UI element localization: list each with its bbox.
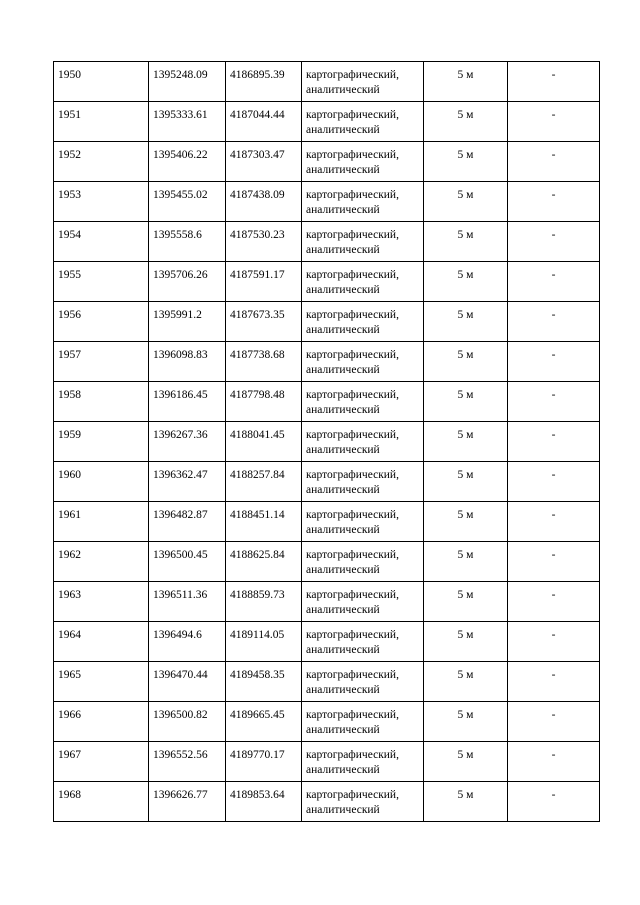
x-coordinate-cell xyxy=(149,702,226,742)
table-row xyxy=(54,622,600,662)
method-cell xyxy=(302,742,424,782)
point-number: 1963 xyxy=(58,589,81,601)
y-coordinate: 4188451.14 xyxy=(230,509,285,521)
x-coordinate: 1396186.45 xyxy=(153,389,208,401)
note-cell xyxy=(508,542,600,582)
y-coordinate: 4189458.35 xyxy=(230,669,285,681)
x-coordinate-cell xyxy=(149,102,226,142)
y-coordinate-cell xyxy=(226,302,302,342)
method-line-1: картографический, xyxy=(306,269,399,281)
method-line-2: аналитический xyxy=(306,763,380,776)
method-text xyxy=(306,462,419,497)
accuracy-cell xyxy=(424,342,508,382)
note-cell xyxy=(508,302,600,342)
point-number-cell xyxy=(54,342,149,382)
point-number-cell xyxy=(54,742,149,782)
note-cell xyxy=(508,462,600,502)
method-line-2: аналитический xyxy=(306,403,380,416)
point-number: 1950 xyxy=(58,69,81,81)
method-line-1: картографический, xyxy=(306,69,399,81)
x-coordinate: 1395455.02 xyxy=(153,189,208,201)
note-value: - xyxy=(551,709,556,721)
method-line-1: картографический, xyxy=(306,429,399,441)
method-line-2: аналитический xyxy=(306,323,380,336)
accuracy-cell xyxy=(424,382,508,422)
point-number: 1968 xyxy=(58,789,81,801)
x-coordinate-cell xyxy=(149,142,226,182)
note-cell xyxy=(508,422,600,462)
method-line-2: аналитический xyxy=(306,563,380,576)
method-line-1: картографический, xyxy=(306,229,399,241)
point-number: 1959 xyxy=(58,429,81,441)
method-text xyxy=(306,182,419,217)
method-text xyxy=(306,742,419,777)
note-cell xyxy=(508,262,600,302)
accuracy-cell xyxy=(424,782,508,822)
y-coordinate-cell xyxy=(226,542,302,582)
y-coordinate-cell xyxy=(226,462,302,502)
y-coordinate-cell xyxy=(226,262,302,302)
accuracy-value: 5 м xyxy=(457,429,474,441)
table-row xyxy=(54,62,600,102)
accuracy-value: 5 м xyxy=(457,69,474,81)
accuracy-value: 5 м xyxy=(457,229,474,241)
method-cell xyxy=(302,262,424,302)
note-cell xyxy=(508,102,600,142)
x-coordinate: 1395333.61 xyxy=(153,109,208,121)
note-value: - xyxy=(551,589,556,601)
accuracy-value: 5 м xyxy=(457,349,474,361)
x-coordinate-cell xyxy=(149,782,226,822)
note-cell xyxy=(508,142,600,182)
y-coordinate: 4189114.05 xyxy=(230,629,285,641)
method-cell xyxy=(302,582,424,622)
point-number: 1964 xyxy=(58,629,81,641)
accuracy-cell xyxy=(424,542,508,582)
point-number-cell xyxy=(54,302,149,342)
table-row xyxy=(54,342,600,382)
method-line-1: картографический, xyxy=(306,109,399,121)
method-text xyxy=(306,342,419,377)
x-coordinate-cell xyxy=(149,622,226,662)
point-number-cell xyxy=(54,542,149,582)
y-coordinate: 4189665.45 xyxy=(230,709,285,721)
method-text xyxy=(306,142,419,177)
point-number-cell xyxy=(54,782,149,822)
point-number: 1957 xyxy=(58,349,81,361)
method-line-2: аналитический xyxy=(306,603,380,616)
method-cell xyxy=(302,542,424,582)
note-cell xyxy=(508,222,600,262)
method-line-2: аналитический xyxy=(306,483,380,496)
note-cell xyxy=(508,342,600,382)
point-number-cell xyxy=(54,662,149,702)
method-line-2: аналитический xyxy=(306,523,380,536)
x-coordinate-cell xyxy=(149,222,226,262)
method-line-2: аналитический xyxy=(306,243,380,256)
point-number: 1966 xyxy=(58,709,81,721)
point-number: 1965 xyxy=(58,669,81,681)
note-value: - xyxy=(551,269,556,281)
accuracy-cell xyxy=(424,622,508,662)
method-line-2: аналитический xyxy=(306,683,380,696)
point-number: 1953 xyxy=(58,189,81,201)
x-coordinate-cell xyxy=(149,542,226,582)
x-coordinate: 1396500.82 xyxy=(153,709,208,721)
note-cell xyxy=(508,582,600,622)
method-line-1: картографический, xyxy=(306,549,399,561)
x-coordinate: 1396500.45 xyxy=(153,549,208,561)
table-row xyxy=(54,382,600,422)
note-cell xyxy=(508,182,600,222)
y-coordinate: 4187798.48 xyxy=(230,389,285,401)
point-number-cell xyxy=(54,422,149,462)
accuracy-value: 5 м xyxy=(457,629,474,641)
method-cell xyxy=(302,302,424,342)
note-cell xyxy=(508,742,600,782)
table-row xyxy=(54,502,600,542)
method-line-2: аналитический xyxy=(306,723,380,736)
method-line-1: картографический, xyxy=(306,509,399,521)
method-cell xyxy=(302,382,424,422)
point-number: 1962 xyxy=(58,549,81,561)
y-coordinate-cell xyxy=(226,702,302,742)
method-line-1: картографический, xyxy=(306,749,399,761)
method-text xyxy=(306,702,419,737)
accuracy-value: 5 м xyxy=(457,109,474,121)
method-line-2: аналитический xyxy=(306,163,380,176)
method-line-2: аналитический xyxy=(306,283,380,296)
method-cell xyxy=(302,622,424,662)
method-text xyxy=(306,302,419,337)
y-coordinate-cell xyxy=(226,102,302,142)
coordinates-table-body xyxy=(54,62,600,822)
y-coordinate-cell xyxy=(226,222,302,262)
accuracy-cell xyxy=(424,702,508,742)
table-row xyxy=(54,222,600,262)
accuracy-value: 5 м xyxy=(457,549,474,561)
y-coordinate-cell xyxy=(226,662,302,702)
y-coordinate: 4187438.09 xyxy=(230,189,285,201)
point-number: 1967 xyxy=(58,749,81,761)
x-coordinate: 1396470.44 xyxy=(153,669,208,681)
method-text xyxy=(306,502,419,537)
method-text xyxy=(306,422,419,457)
x-coordinate-cell xyxy=(149,742,226,782)
table-row xyxy=(54,102,600,142)
point-number-cell xyxy=(54,62,149,102)
method-cell xyxy=(302,182,424,222)
accuracy-value: 5 м xyxy=(457,309,474,321)
method-text xyxy=(306,262,419,297)
accuracy-value: 5 м xyxy=(457,749,474,761)
y-coordinate-cell xyxy=(226,142,302,182)
table-row xyxy=(54,542,600,582)
x-coordinate-cell xyxy=(149,262,226,302)
x-coordinate: 1395406.22 xyxy=(153,149,208,161)
y-coordinate-cell xyxy=(226,622,302,662)
note-value: - xyxy=(551,389,556,401)
method-line-2: аналитический xyxy=(306,203,380,216)
method-line-1: картографический, xyxy=(306,389,399,401)
table-row xyxy=(54,302,600,342)
y-coordinate: 4188257.84 xyxy=(230,469,285,481)
x-coordinate-cell xyxy=(149,302,226,342)
y-coordinate: 4186895.39 xyxy=(230,69,285,81)
y-coordinate: 4187591.17 xyxy=(230,269,285,281)
method-line-1: картографический, xyxy=(306,189,399,201)
note-cell xyxy=(508,622,600,662)
method-line-2: аналитический xyxy=(306,363,380,376)
accuracy-cell xyxy=(424,182,508,222)
x-coordinate: 1396098.83 xyxy=(153,349,208,361)
method-text xyxy=(306,542,419,577)
note-value: - xyxy=(551,229,556,241)
accuracy-cell xyxy=(424,422,508,462)
method-line-1: картографический, xyxy=(306,629,399,641)
y-coordinate: 4187530.23 xyxy=(230,229,285,241)
method-cell xyxy=(302,342,424,382)
method-line-2: аналитический xyxy=(306,83,380,96)
point-number-cell xyxy=(54,262,149,302)
x-coordinate: 1395558.6 xyxy=(153,229,202,241)
method-cell xyxy=(302,662,424,702)
note-value: - xyxy=(551,629,556,641)
x-coordinate-cell xyxy=(149,502,226,542)
y-coordinate-cell xyxy=(226,742,302,782)
y-coordinate: 4188859.73 xyxy=(230,589,285,601)
accuracy-value: 5 м xyxy=(457,469,474,481)
table-row xyxy=(54,462,600,502)
x-coordinate-cell xyxy=(149,462,226,502)
accuracy-cell xyxy=(424,302,508,342)
table-row xyxy=(54,142,600,182)
method-line-1: картографический, xyxy=(306,709,399,721)
accuracy-value: 5 м xyxy=(457,269,474,281)
y-coordinate-cell xyxy=(226,502,302,542)
accuracy-value: 5 м xyxy=(457,189,474,201)
y-coordinate-cell xyxy=(226,62,302,102)
x-coordinate: 1396626.77 xyxy=(153,789,208,801)
y-coordinate: 4187738.68 xyxy=(230,349,285,361)
method-cell xyxy=(302,62,424,102)
accuracy-cell xyxy=(424,62,508,102)
method-cell xyxy=(302,502,424,542)
note-value: - xyxy=(551,109,556,121)
accuracy-cell xyxy=(424,582,508,622)
table-row xyxy=(54,262,600,302)
note-value: - xyxy=(551,149,556,161)
method-line-1: картографический, xyxy=(306,789,399,801)
x-coordinate-cell xyxy=(149,62,226,102)
point-number: 1955 xyxy=(58,269,81,281)
method-line-1: картографический, xyxy=(306,309,399,321)
method-line-1: картографический, xyxy=(306,469,399,481)
table-row xyxy=(54,422,600,462)
note-value: - xyxy=(551,789,556,801)
note-value: - xyxy=(551,189,556,201)
table-row xyxy=(54,702,600,742)
point-number-cell xyxy=(54,702,149,742)
note-value: - xyxy=(551,429,556,441)
table-row xyxy=(54,782,600,822)
x-coordinate: 1396362.47 xyxy=(153,469,208,481)
y-coordinate: 4189853.64 xyxy=(230,789,285,801)
y-coordinate-cell xyxy=(226,342,302,382)
method-line-1: картографический, xyxy=(306,349,399,361)
x-coordinate: 1395991.2 xyxy=(153,309,202,321)
x-coordinate-cell xyxy=(149,342,226,382)
table-row xyxy=(54,182,600,222)
point-number: 1952 xyxy=(58,149,81,161)
method-text xyxy=(306,62,419,97)
method-line-2: аналитический xyxy=(306,803,380,816)
accuracy-value: 5 м xyxy=(457,149,474,161)
method-cell xyxy=(302,462,424,502)
point-number-cell xyxy=(54,182,149,222)
method-cell xyxy=(302,422,424,462)
method-text xyxy=(306,382,419,417)
point-number: 1951 xyxy=(58,109,81,121)
x-coordinate: 1395706.26 xyxy=(153,269,208,281)
method-text xyxy=(306,782,419,817)
point-number-cell xyxy=(54,582,149,622)
method-line-1: картографический, xyxy=(306,589,399,601)
x-coordinate-cell xyxy=(149,662,226,702)
y-coordinate: 4187303.47 xyxy=(230,149,285,161)
method-text xyxy=(306,102,419,137)
accuracy-cell xyxy=(424,462,508,502)
method-line-2: аналитический xyxy=(306,123,380,136)
note-value: - xyxy=(551,549,556,561)
y-coordinate-cell xyxy=(226,582,302,622)
y-coordinate: 4187044.44 xyxy=(230,109,285,121)
note-value: - xyxy=(551,309,556,321)
note-value: - xyxy=(551,349,556,361)
accuracy-cell xyxy=(424,142,508,182)
table-row xyxy=(54,662,600,702)
accuracy-cell xyxy=(424,222,508,262)
note-value: - xyxy=(551,669,556,681)
note-value: - xyxy=(551,469,556,481)
point-number-cell xyxy=(54,222,149,262)
x-coordinate-cell xyxy=(149,422,226,462)
accuracy-cell xyxy=(424,102,508,142)
method-line-1: картографический, xyxy=(306,149,399,161)
accuracy-cell xyxy=(424,742,508,782)
y-coordinate-cell xyxy=(226,782,302,822)
method-text xyxy=(306,582,419,617)
note-cell xyxy=(508,502,600,542)
point-number: 1958 xyxy=(58,389,81,401)
table-row xyxy=(54,742,600,782)
method-line-2: аналитический xyxy=(306,643,380,656)
y-coordinate: 4188041.45 xyxy=(230,429,285,441)
point-number-cell xyxy=(54,102,149,142)
accuracy-value: 5 м xyxy=(457,669,474,681)
x-coordinate: 1396267.36 xyxy=(153,429,208,441)
method-text xyxy=(306,662,419,697)
x-coordinate-cell xyxy=(149,582,226,622)
accuracy-cell xyxy=(424,502,508,542)
method-cell xyxy=(302,702,424,742)
note-cell xyxy=(508,62,600,102)
note-cell xyxy=(508,662,600,702)
point-number: 1954 xyxy=(58,229,81,241)
note-value: - xyxy=(551,509,556,521)
point-number: 1961 xyxy=(58,509,81,521)
x-coordinate: 1396494.6 xyxy=(153,629,202,641)
point-number: 1960 xyxy=(58,469,81,481)
accuracy-value: 5 м xyxy=(457,789,474,801)
method-cell xyxy=(302,222,424,262)
accuracy-cell xyxy=(424,262,508,302)
point-number-cell xyxy=(54,622,149,662)
method-cell xyxy=(302,142,424,182)
x-coordinate: 1396552.56 xyxy=(153,749,208,761)
y-coordinate-cell xyxy=(226,182,302,222)
accuracy-value: 5 м xyxy=(457,709,474,721)
point-number-cell xyxy=(54,142,149,182)
x-coordinate-cell xyxy=(149,182,226,222)
point-number-cell xyxy=(54,462,149,502)
method-cell xyxy=(302,102,424,142)
y-coordinate-cell xyxy=(226,382,302,422)
method-line-2: аналитический xyxy=(306,443,380,456)
method-cell xyxy=(302,782,424,822)
method-text xyxy=(306,222,419,257)
accuracy-value: 5 м xyxy=(457,389,474,401)
method-text xyxy=(306,622,419,657)
accuracy-cell xyxy=(424,662,508,702)
y-coordinate: 4187673.35 xyxy=(230,309,285,321)
point-number-cell xyxy=(54,502,149,542)
method-line-1: картографический, xyxy=(306,669,399,681)
note-value: - xyxy=(551,69,556,81)
point-number-cell xyxy=(54,382,149,422)
table-row xyxy=(54,582,600,622)
x-coordinate: 1396511.36 xyxy=(153,589,208,601)
note-cell xyxy=(508,382,600,422)
y-coordinate: 4189770.17 xyxy=(230,749,285,761)
accuracy-value: 5 м xyxy=(457,589,474,601)
y-coordinate-cell xyxy=(226,422,302,462)
y-coordinate: 4188625.84 xyxy=(230,549,285,561)
note-cell xyxy=(508,702,600,742)
x-coordinate-cell xyxy=(149,382,226,422)
x-coordinate: 1396482.87 xyxy=(153,509,208,521)
accuracy-value: 5 м xyxy=(457,509,474,521)
note-value: - xyxy=(551,749,556,761)
point-number: 1956 xyxy=(58,309,81,321)
note-cell xyxy=(508,782,600,822)
x-coordinate: 1395248.09 xyxy=(153,69,208,81)
coordinates-table xyxy=(53,61,600,822)
